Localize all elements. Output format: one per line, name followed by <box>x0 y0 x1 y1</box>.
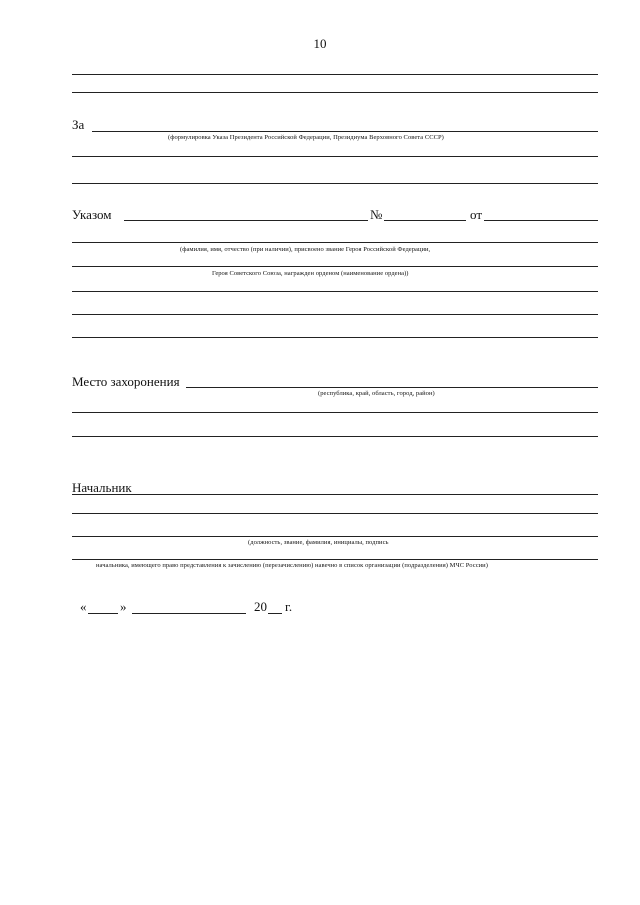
for-caption: (формулировка Указа Президента Российской Федерации, Президиума Верховного Совета СССР) <box>168 134 444 141</box>
person-field[interactable] <box>72 266 598 267</box>
date-year-prefix: 20 <box>254 599 267 614</box>
chief-label: Начальник <box>72 480 132 495</box>
decree-number-field[interactable] <box>384 220 466 221</box>
burial-field[interactable] <box>186 387 598 388</box>
blank-line[interactable] <box>72 513 598 514</box>
chief-caption-line2: начальника, имеющего право представления к зачислению (перезачислению) навечно в список организации (подразделения) МЧС России) <box>96 562 488 569</box>
decree-label: Указом <box>72 207 112 222</box>
decree-date-label: от <box>470 207 483 222</box>
burial-caption: (республика, край, область, город, район) <box>318 390 435 397</box>
person-field[interactable] <box>72 242 598 243</box>
chief-caption-line1: (должность, звание, фамилия, инициалы, подпись <box>248 539 389 546</box>
decree-date-field[interactable] <box>484 220 598 221</box>
blank-line[interactable] <box>72 156 598 157</box>
date-open-quote: « <box>80 599 87 614</box>
page-number: 10 <box>313 36 327 51</box>
blank-line[interactable] <box>72 291 598 292</box>
blank-line[interactable] <box>72 436 598 437</box>
date-day-field[interactable] <box>88 613 118 614</box>
person-caption-line2: Героя Советского Союза, награжден орденом (наименование ордена)) <box>212 270 409 277</box>
for-field[interactable] <box>92 131 598 132</box>
blank-line[interactable] <box>72 314 598 315</box>
decree-field[interactable] <box>124 220 368 221</box>
blank-line[interactable] <box>72 559 598 560</box>
chief-signature-field[interactable] <box>72 536 598 537</box>
for-label: За <box>72 117 85 132</box>
person-caption-line1: (фамилия, имя, отчество (при наличии), присвоено звание Героя Российской Федерации, <box>180 246 431 253</box>
date-close-quote: » <box>120 599 127 614</box>
chief-field[interactable] <box>72 494 598 495</box>
blank-line[interactable] <box>72 412 598 413</box>
burial-label: Место захоронения <box>72 374 180 389</box>
date-year-suffix: г. <box>285 599 293 614</box>
blank-line[interactable] <box>72 183 598 184</box>
date-month-field[interactable] <box>132 613 246 614</box>
blank-line[interactable] <box>72 337 598 338</box>
blank-line[interactable] <box>72 74 598 75</box>
blank-line[interactable] <box>72 92 598 93</box>
date-year-field[interactable] <box>268 613 282 614</box>
decree-number-label: № <box>370 207 383 222</box>
